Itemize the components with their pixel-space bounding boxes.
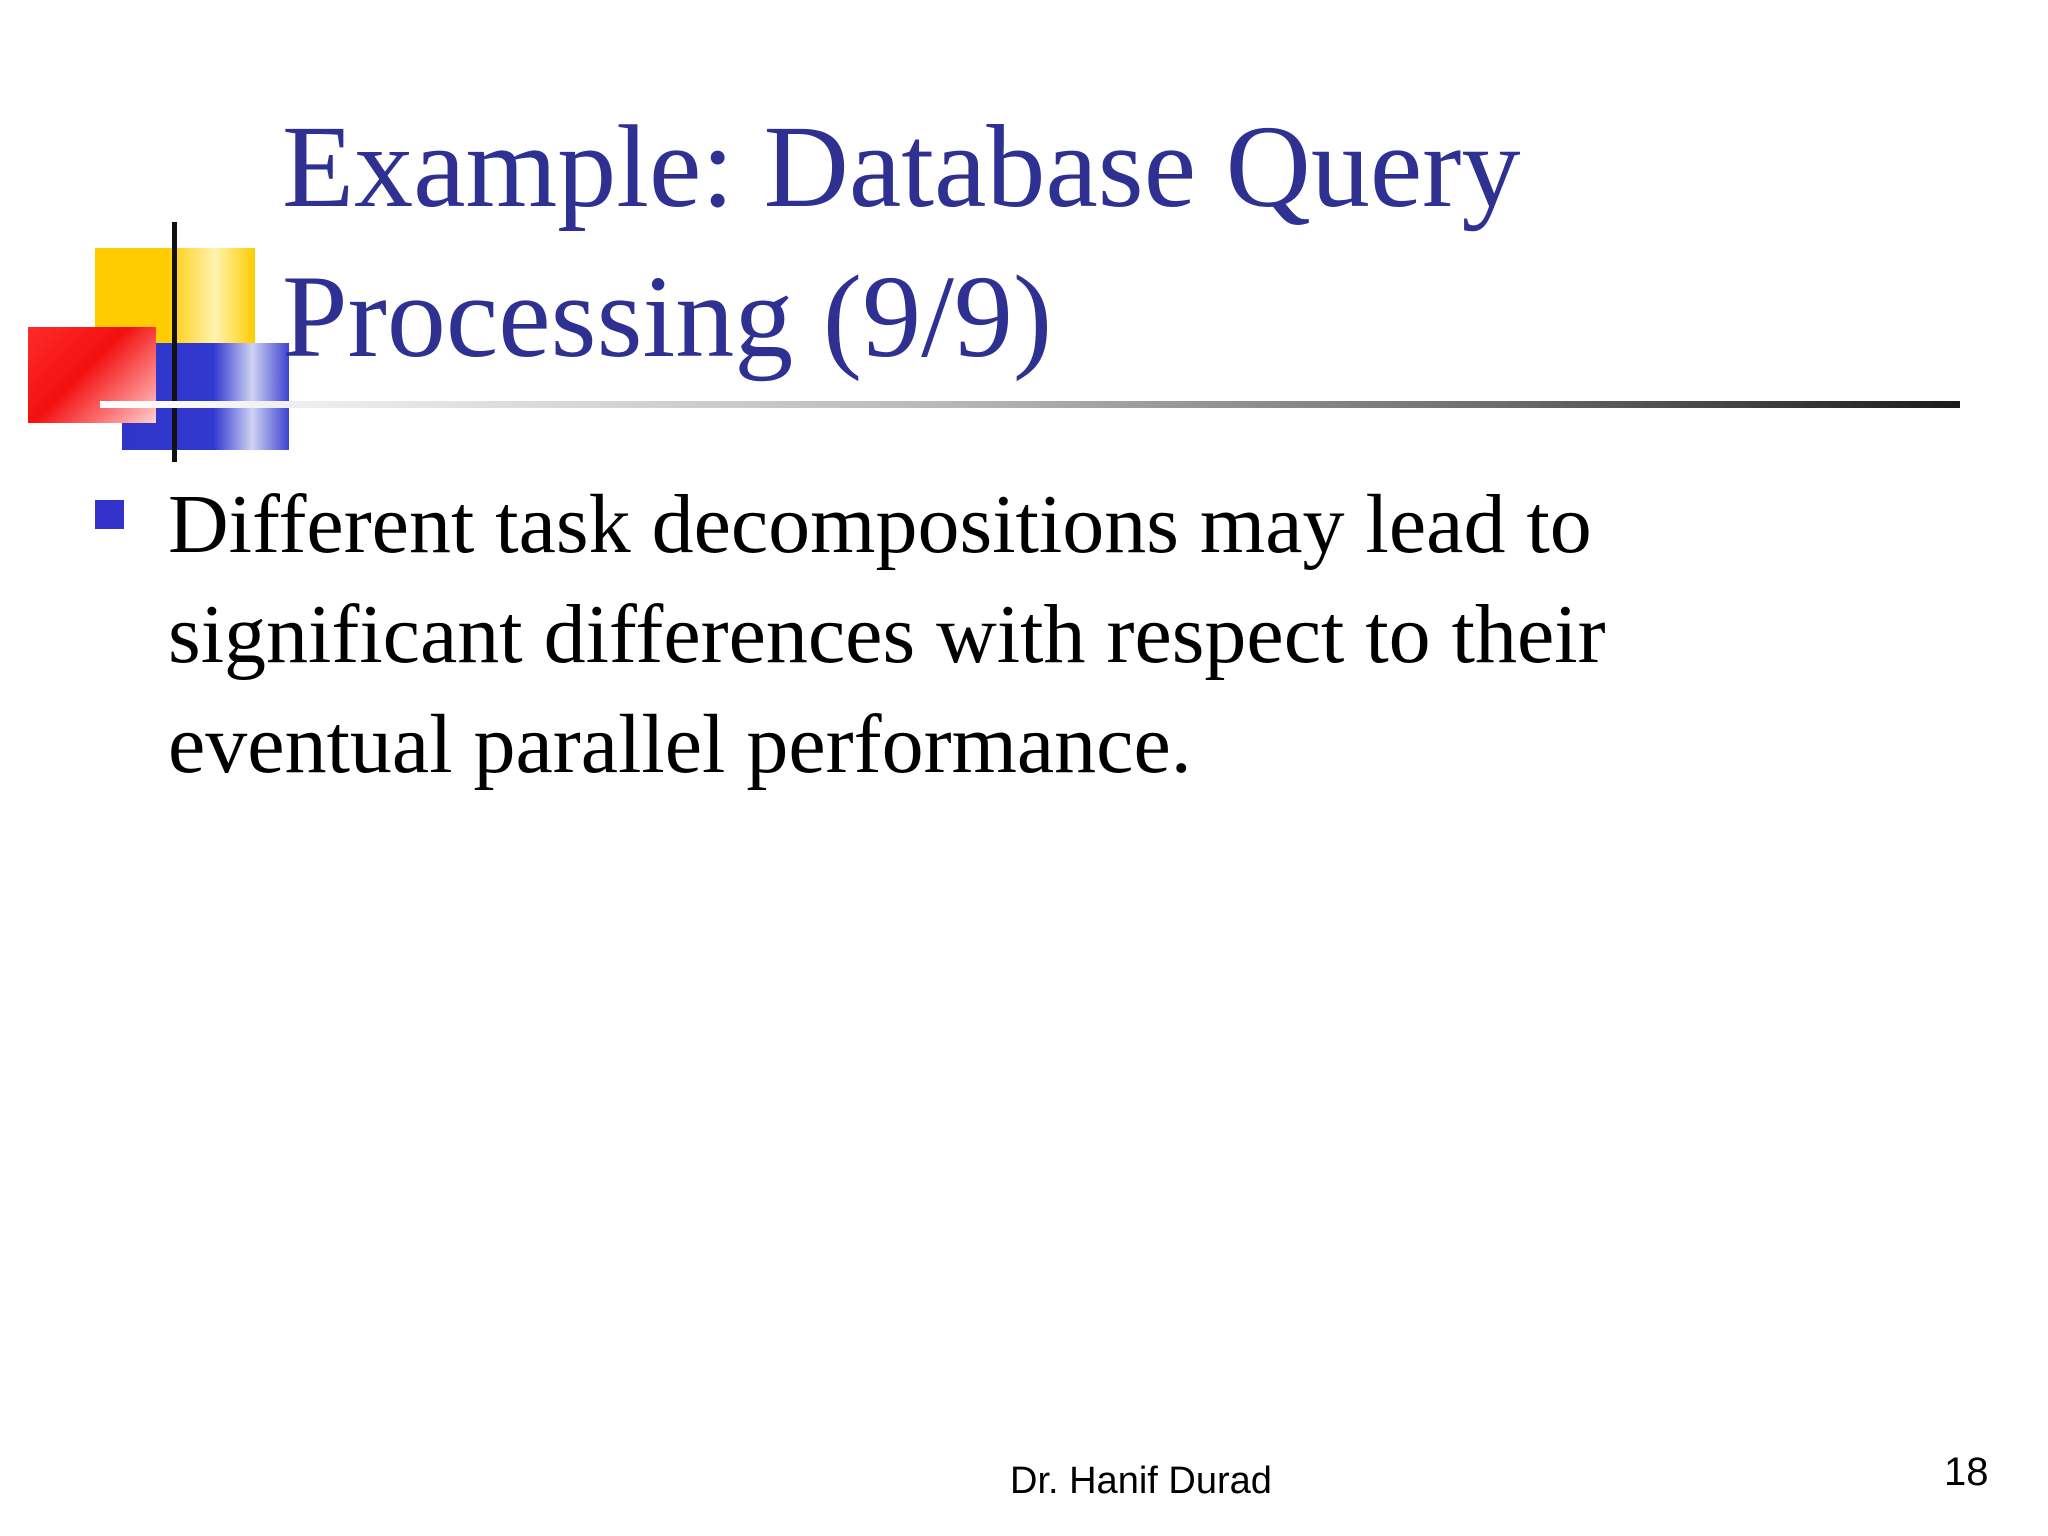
bullet-line-1: Different task decompositions may lead to xyxy=(168,478,1592,571)
bullet-text xyxy=(168,470,1792,800)
red-block xyxy=(28,327,156,423)
bullet-line-3: eventual parallel performance. xyxy=(168,698,1192,791)
slide-title-line-2: Processing (9/9) xyxy=(282,251,1053,382)
bullet-list xyxy=(92,470,1792,800)
footer-author: Dr. Hanif Durad xyxy=(1010,1460,1272,1502)
slide-title-line-1: Example: Database Query xyxy=(282,101,1521,232)
slide-number: 18 xyxy=(1944,1450,1989,1494)
slide-title xyxy=(282,92,1982,392)
bullet-line-2: significant differences with respect to their xyxy=(168,588,1606,681)
bullet-item xyxy=(92,470,1792,800)
vertical-line xyxy=(172,222,177,462)
title-underline xyxy=(100,401,1960,408)
square-bullet-icon xyxy=(95,500,124,529)
